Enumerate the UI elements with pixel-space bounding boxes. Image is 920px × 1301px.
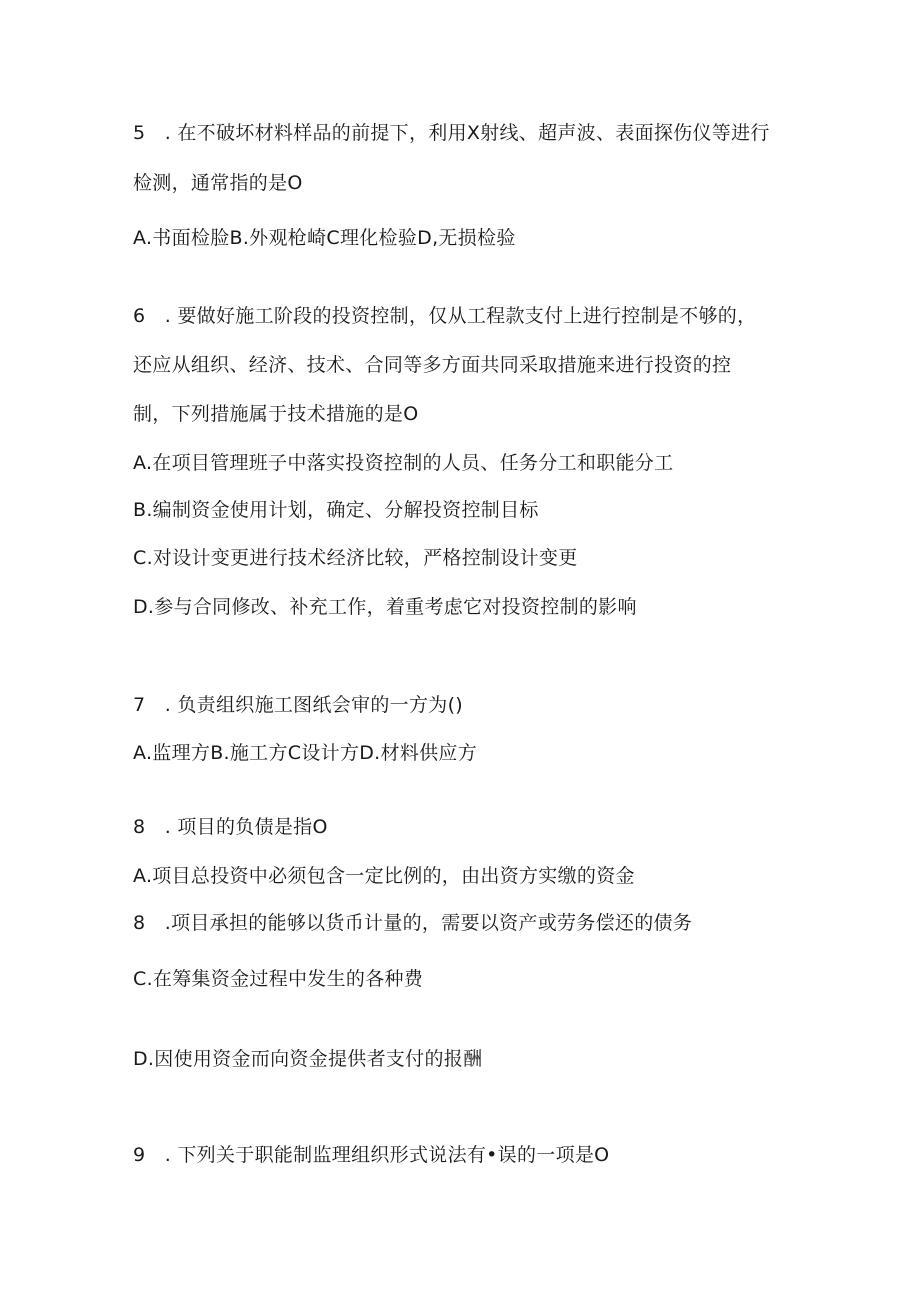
question-7-options: A.监理方B.施工方C设计方D.材料供应方 xyxy=(133,742,478,764)
question-8-option-a: A.项目总投资中必须包含一定比例的，由出资方实缴的资金 xyxy=(133,865,635,887)
question-5-options: A.书面检脸B.外观枪崎C理化检验D,无损检验 xyxy=(133,227,516,249)
question-8-stem-line-1: 8 . 项目的负债是指O xyxy=(133,816,328,838)
question-6-stem-line-3: 制，下列措施属于技术措施的是O xyxy=(133,403,419,425)
question-6-option-b: B.编制资金使用计划，确定、分解投资控制目标 xyxy=(133,499,539,521)
question-5-stem-line-2: 检测，通常指的是O xyxy=(133,172,303,194)
question-9-stem-line-1: 9 . 下列关于职能制监理组织形式说法有•误的一项是O xyxy=(133,1144,610,1166)
question-6-stem-line-1: 6 . 要做好施工阶段的投资控制，仅从工程款支付上进行控制是不够的， xyxy=(133,305,757,327)
question-7-stem-line-1: 7 . 负责组织施工图纸会审的一方为() xyxy=(133,694,463,716)
question-6-stem-line-2: 还应从组织、经济、技术、合同等多方面共同采取措施来进行投资的控 xyxy=(133,354,732,376)
question-8-option-b: 8 .项目承担的能够以货币计量的，需要以资产或劳务偿还的债务 xyxy=(133,912,693,934)
question-6-option-a: A.在项目管理班子中落实投资控制的人员、任务分工和职能分工 xyxy=(133,452,674,474)
question-8-option-c: C.在筹集资金过程中发生的各种费 xyxy=(133,968,424,990)
question-5-stem-line-1: 5 . 在不破坏材料样品的前提下，利用X射线、超声波、表面探伤仪等进行 xyxy=(133,122,770,144)
question-6-option-d: D.参与合同修改、补充工作，着重考虑它对投资控制的影响 xyxy=(133,596,637,618)
question-6-option-c: C.对设计变更进行技术经济比较，严格控制设计变更 xyxy=(133,547,578,569)
question-8-option-d: D.因使用资金而向资金提供者支付的报酬 xyxy=(133,1048,483,1070)
